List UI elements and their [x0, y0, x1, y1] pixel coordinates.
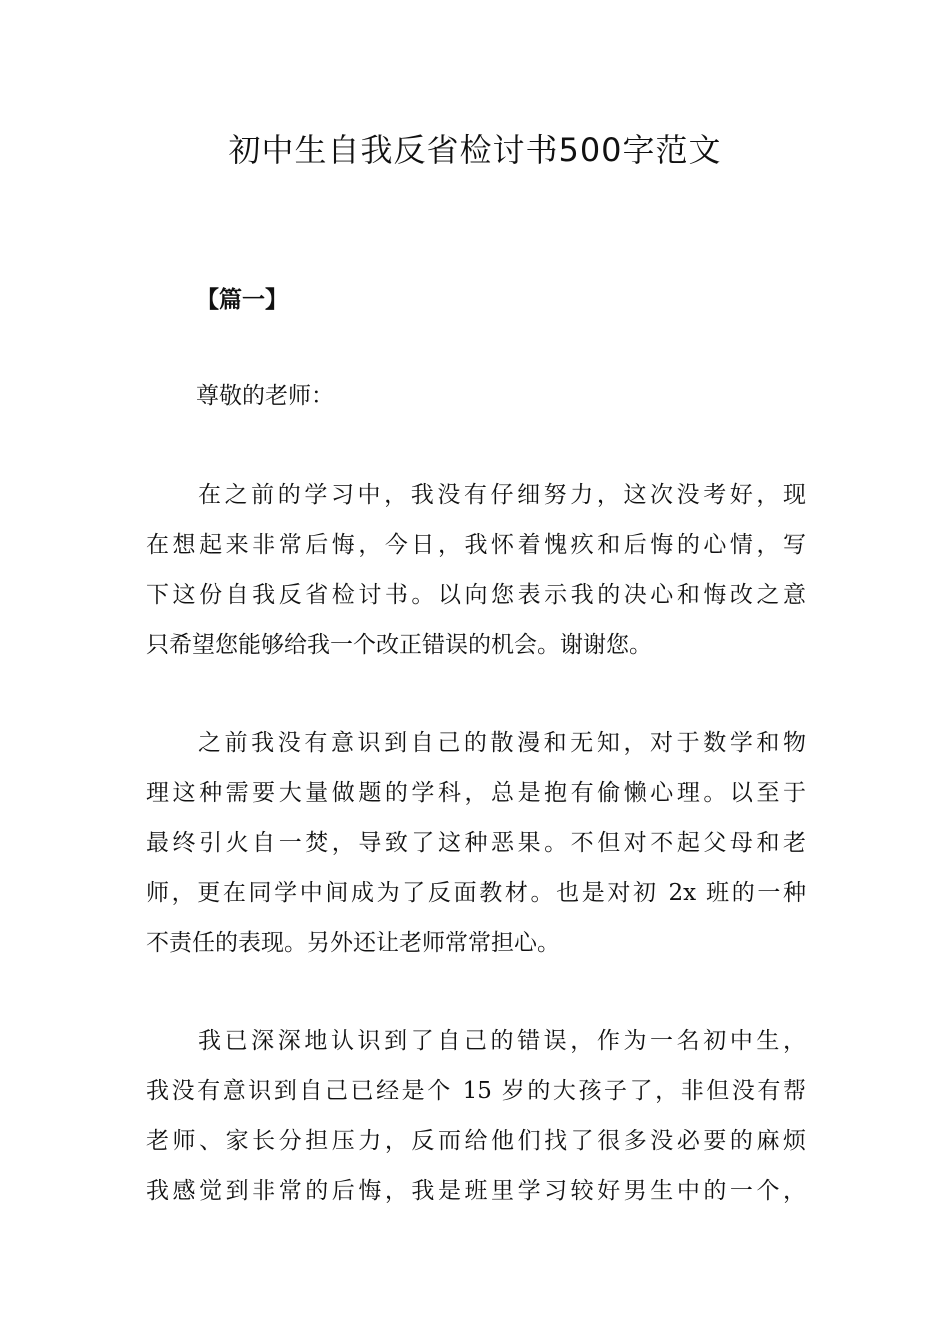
paragraph-line: 理这种需要大量做题的学科，总是抱有偷懒心理。以至于: [146, 780, 806, 806]
paragraph-3: [146, 1016, 806, 1216]
paragraph-line: 不责任的表现。另外还让老师常常担心。: [146, 930, 560, 956]
paragraph-line: 师，更在同学中间成为了反面教材。也是对初 2x 班的一种: [146, 880, 806, 906]
paragraph-line: 最终引火自一焚，导致了这种恶果。不但对不起父母和老: [146, 830, 806, 856]
salutation: 尊敬的老师：: [196, 383, 334, 409]
paragraph-line: 在想起来非常后悔，今日，我怀着愧疚和后悔的心情，写: [146, 532, 806, 558]
paragraph-line: 只希望您能够给我一个改正错误的机会。谢谢您。: [146, 632, 652, 658]
paragraph-line: 我没有意识到自己已经是个 15 岁的大孩子了，非但没有帮: [146, 1078, 806, 1104]
paragraph-line: 我感觉到非常的后悔，我是班里学习较好男生中的一个，: [146, 1178, 806, 1204]
document-title: 初中生自我反省检讨书500字范文: [228, 131, 722, 169]
paragraph-line: 之前我没有意识到自己的散漫和无知，对于数学和物: [198, 730, 806, 756]
paragraph-line: 老师、家长分担压力，反而给他们找了很多没必要的麻烦: [146, 1128, 806, 1154]
paragraph-2: [146, 718, 806, 968]
paragraph-line: 我已深深地认识到了自己的错误，作为一名初中生，: [198, 1028, 806, 1054]
paragraph-1: [146, 470, 806, 670]
section-label: 【篇一】: [196, 287, 288, 313]
paragraph-line: 在之前的学习中，我没有仔细努力，这次没考好，现: [198, 482, 806, 508]
paragraph-line: 下这份自我反省检讨书。以向您表示我的决心和悔改之意: [146, 582, 806, 608]
